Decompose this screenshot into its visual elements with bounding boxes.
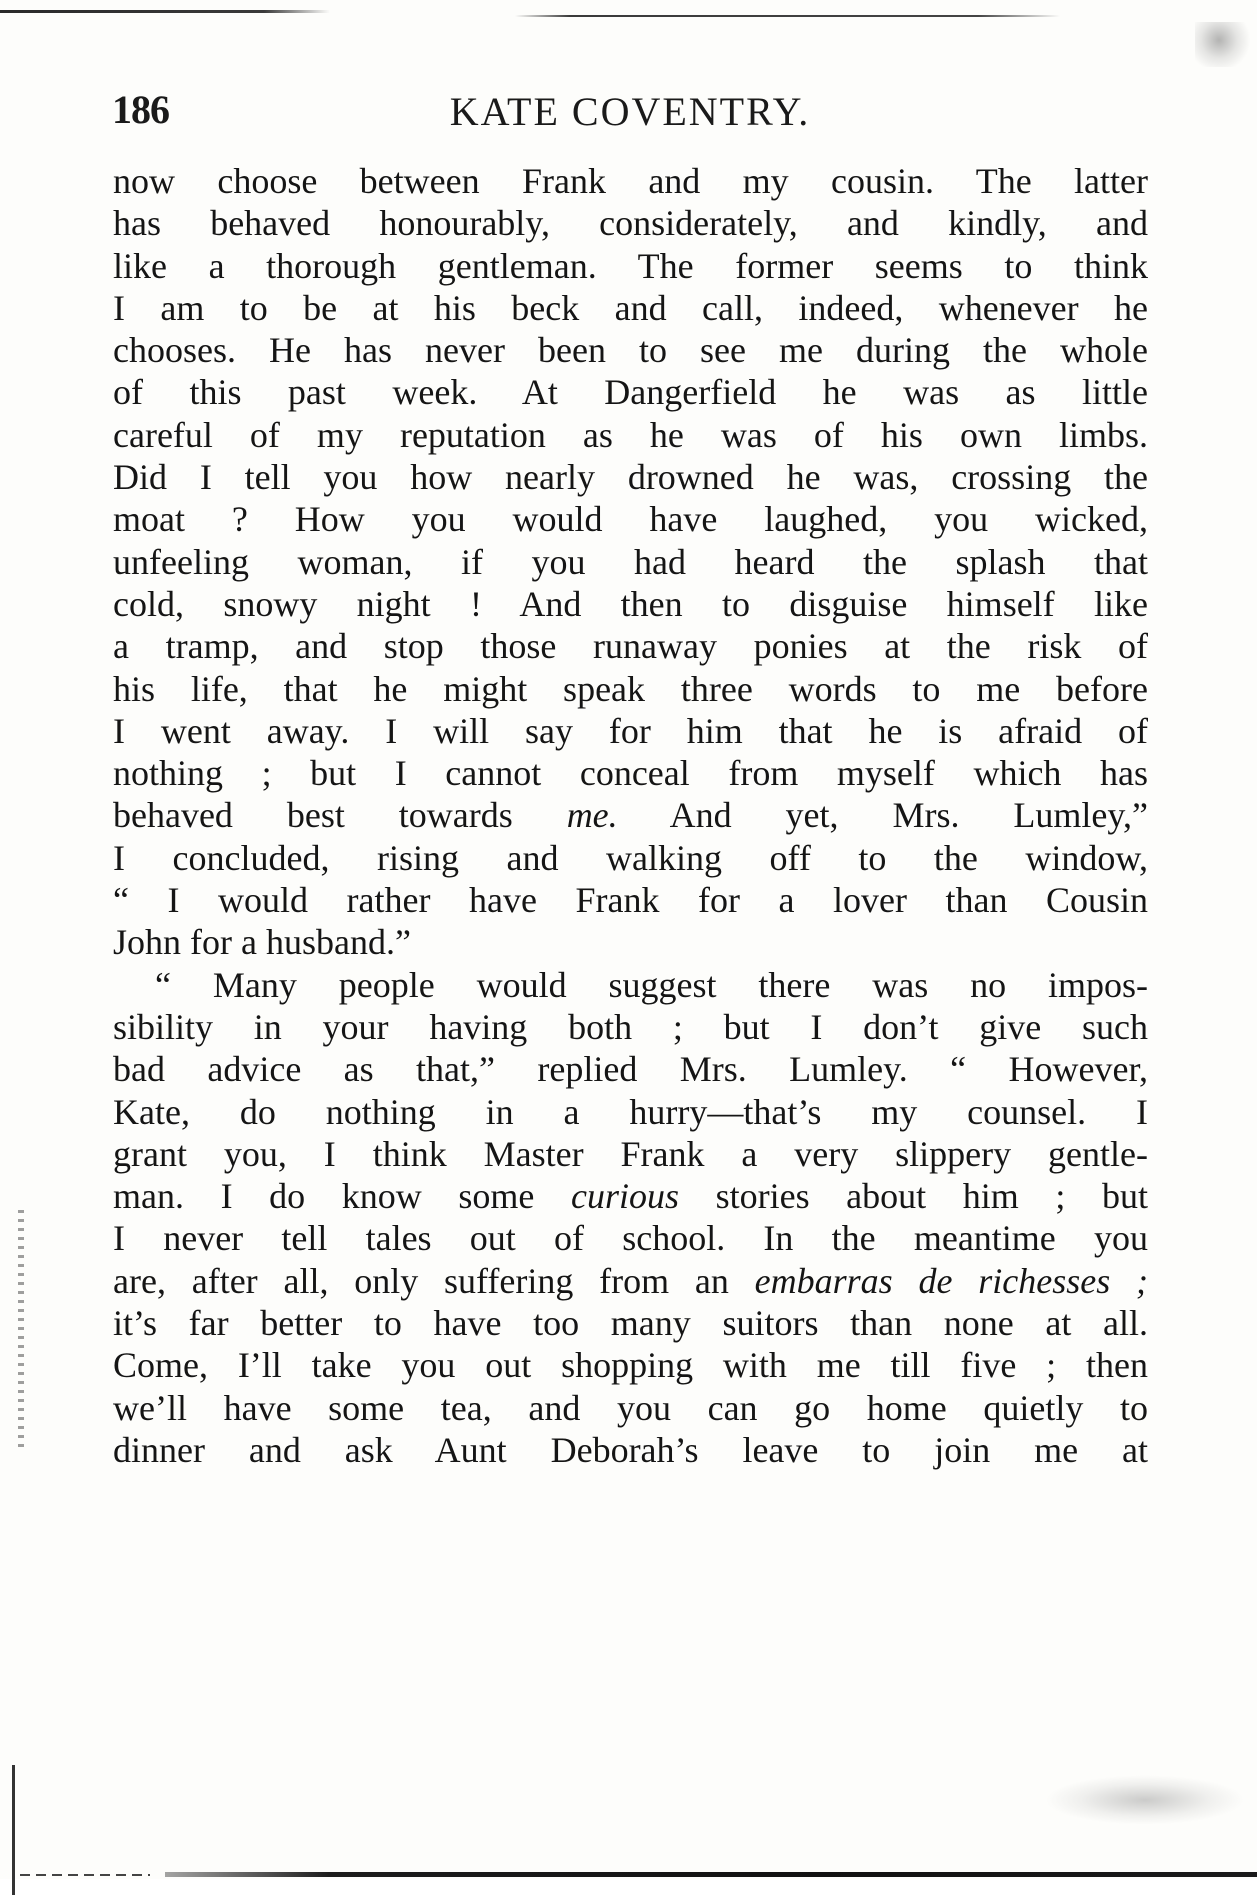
text-line-30: we’ll have some tea, and you can go home quietly to <box>113 1387 1148 1428</box>
scan-edge-rule-bottom <box>165 1872 1257 1877</box>
text-line-3: like a thorough gentleman. The former seems to think <box>113 245 1148 286</box>
text-line-9: moat ? How you would have laughed, you wicked, <box>113 499 1148 540</box>
scan-edge-rule-top-left <box>0 10 330 13</box>
scan-edge-marks-left <box>18 1210 24 1450</box>
text-line-20: “ Many people would suggest there was no impos- <box>155 964 1148 1005</box>
text-line-5: chooses. He has never been to see me during the whole <box>113 330 1148 371</box>
text-line-11: cold, snowy night ! And then to disguise himself like <box>113 583 1148 624</box>
text-line-28: it’s far better to have too many suitors than none at all. <box>113 1303 1148 1344</box>
text-line-4: I am to be at his beck and call, indeed, whenever he <box>113 287 1148 328</box>
text-line-1: now choose between Frank and my cousin. The latter <box>113 161 1148 201</box>
scan-edge-bracket-bottom-left <box>12 1765 15 1895</box>
text-line-24: grant you, I think Master Frank a very slippery gentle- <box>113 1133 1148 1174</box>
body-text <box>113 160 1148 1471</box>
text-line-25-end: stories about him ; but <box>678 1176 1148 1217</box>
text-line-13: his life, that he might speak three words to me before <box>113 668 1148 709</box>
italic-phrase-embarras-de-richesses: embarras de richesses ; <box>754 1260 1148 1301</box>
text-line-7: careful of my reputation as he was of his own limbs. <box>113 414 1148 455</box>
scan-edge-rule-bottom-left <box>20 1874 150 1876</box>
text-line-31: dinner and ask Aunt Deborah’s leave to join me at <box>113 1429 1148 1470</box>
text-line-19: John for a husband.” <box>113 922 411 963</box>
text-line-2: has behaved honourably, considerately, and kindly, and <box>113 203 1148 244</box>
text-line-14: I went away. I will say for him that he is afraid of <box>113 710 1148 751</box>
text-line-12: a tramp, and stop those runaway ponies at the risk of <box>113 626 1148 667</box>
text-line-15: nothing ; but I cannot conceal from myself which has <box>113 753 1148 794</box>
page-number: 186 <box>112 87 169 132</box>
scan-speck-top-right <box>1195 22 1255 67</box>
text-line-16-start: behaved best towards <box>113 795 567 836</box>
italic-word-curious: curious <box>570 1176 679 1217</box>
text-line-23: Kate, do nothing in a hurry—that’s my counsel. I <box>113 1091 1148 1132</box>
text-line-26: I never tell tales out of school. In the meantime you <box>113 1218 1148 1259</box>
text-line-16 <box>113 794 1148 836</box>
text-line-29: Come, I’ll take you out shopping with me till five ; then <box>113 1345 1148 1386</box>
italic-word-me: me. <box>566 795 618 836</box>
text-line-21: sibility in your having both ; but I don’t give such <box>113 1006 1148 1047</box>
text-line-8: Did I tell you how nearly drowned he was, crossing the <box>113 457 1148 498</box>
text-line-25 <box>113 1175 1148 1217</box>
running-head: KATE COVENTRY. <box>449 89 811 134</box>
text-line-27 <box>113 1260 1148 1302</box>
text-line-6: of this past week. At Dangerfield he was as little <box>113 372 1148 413</box>
text-line-27-start: are, after all, only suffering from an <box>113 1260 755 1301</box>
text-line-18: “ I would rather have Frank for a lover than Cousin <box>113 880 1148 921</box>
scan-edge-rule-top <box>515 15 1060 17</box>
scan-speck-bottom-right <box>1045 1775 1245 1825</box>
text-line-16-end: And yet, Mrs. Lumley,” <box>617 795 1148 836</box>
text-line-25-start: man. I do know some <box>113 1176 571 1217</box>
text-line-22: bad advice as that,” replied Mrs. Lumley. “ However, <box>113 1049 1148 1090</box>
text-line-10: unfeeling woman, if you had heard the splash that <box>113 541 1148 582</box>
text-line-17: I concluded, rising and walking off to the window, <box>113 837 1148 878</box>
page-header <box>112 78 1148 148</box>
